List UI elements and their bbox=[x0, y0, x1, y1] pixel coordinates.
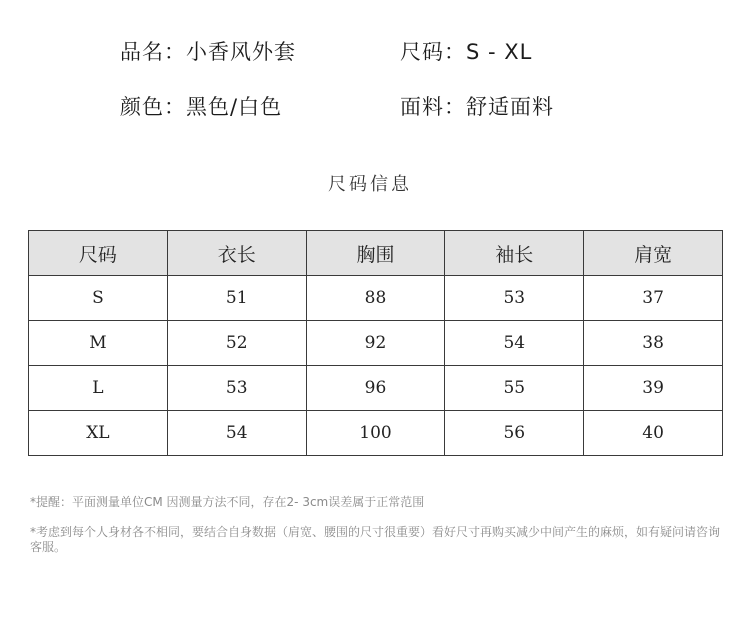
header-size: 尺码 bbox=[29, 231, 168, 276]
table-cell: 53 bbox=[167, 366, 306, 411]
table-cell: 100 bbox=[306, 411, 445, 456]
table-cell: 55 bbox=[445, 366, 584, 411]
size-range-value: S - XL bbox=[466, 40, 533, 64]
product-name-value: 小香风外套 bbox=[186, 40, 296, 64]
table-row bbox=[29, 411, 723, 456]
product-color bbox=[120, 91, 282, 121]
table-cell: XL bbox=[29, 411, 168, 456]
table-row bbox=[29, 276, 723, 321]
table-row bbox=[29, 321, 723, 366]
section-title: 尺码信息 bbox=[328, 174, 412, 195]
measurement-note: *提醒：平面测量单位CM 因测量方法不同，存在2- 3cm误差属于正常范围 bbox=[30, 495, 425, 509]
table-row bbox=[29, 366, 723, 411]
product-size-range bbox=[400, 36, 532, 66]
header-sleeve: 袖长 bbox=[445, 231, 584, 276]
table-cell: S bbox=[29, 276, 168, 321]
table-cell: 96 bbox=[306, 366, 445, 411]
table-cell: 56 bbox=[445, 411, 584, 456]
table-cell: L bbox=[29, 366, 168, 411]
table-cell: 40 bbox=[584, 411, 723, 456]
product-fabric bbox=[400, 91, 554, 121]
table-header-row bbox=[29, 231, 723, 276]
header-bust: 胸围 bbox=[306, 231, 445, 276]
table-cell: M bbox=[29, 321, 168, 366]
table-cell: 39 bbox=[584, 366, 723, 411]
table-cell: 37 bbox=[584, 276, 723, 321]
size-range-label: 尺码： bbox=[400, 40, 466, 64]
fabric-value: 舒适面料 bbox=[466, 95, 554, 119]
table-cell: 51 bbox=[167, 276, 306, 321]
table-cell: 38 bbox=[584, 321, 723, 366]
product-name-label: 品名： bbox=[120, 40, 186, 64]
size-table bbox=[28, 230, 723, 456]
table-cell: 52 bbox=[167, 321, 306, 366]
table-cell: 54 bbox=[445, 321, 584, 366]
fabric-label: 面料： bbox=[400, 95, 466, 119]
sizing-advice-note: *考虑到每个人身材各不相同，要结合自身数据（肩宽、腰围的尺寸很重要）看好尺寸再购买减少中间产生的麻烦，如有疑问请咨询客服。 bbox=[30, 525, 721, 554]
header-shoulder: 肩宽 bbox=[584, 231, 723, 276]
product-name bbox=[120, 36, 296, 66]
header-length: 衣长 bbox=[167, 231, 306, 276]
color-value: 黑色/白色 bbox=[186, 95, 283, 119]
table-cell: 92 bbox=[306, 321, 445, 366]
table-cell: 54 bbox=[167, 411, 306, 456]
color-label: 颜色： bbox=[120, 95, 186, 119]
table-cell: 53 bbox=[445, 276, 584, 321]
table-cell: 88 bbox=[306, 276, 445, 321]
